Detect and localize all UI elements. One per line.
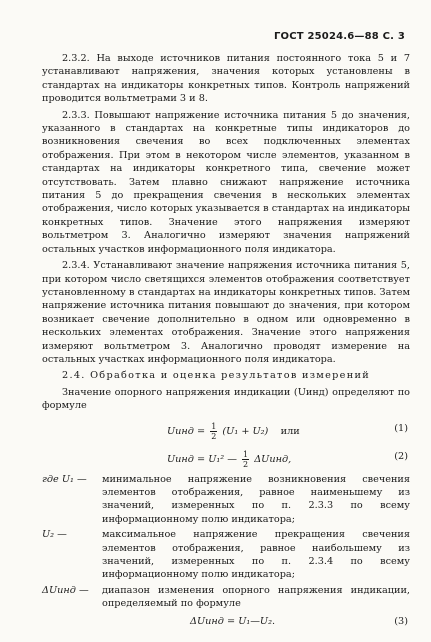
formula-1-number: (1): [394, 422, 408, 434]
definition-text: диапазон изменения опорного напряжения индикации, определяемый по формуле: [102, 584, 410, 610]
formula-2-lhs: Uинд = U₁² —: [167, 453, 237, 465]
formula-1-fraction: $\frac{1}{2}$: [211, 421, 217, 441]
body-text: [42, 52, 410, 631]
formula-1: [42, 416, 410, 442]
definitions-list: [42, 473, 410, 611]
definition-symbol: где U₁ —: [42, 473, 87, 485]
formula-2-fraction: $\frac{1}{2}$: [243, 449, 249, 469]
formula-3-expression: ΔUинд = U₁—U₂.: [190, 615, 276, 627]
definition-symbol: U₂ —: [42, 529, 67, 541]
definition-delta-u: [42, 584, 410, 611]
running-head: ГОСТ 25024.6—88 С. 3: [273, 31, 405, 42]
paragraph-intro: Значение опорного напряжения индикации (Uинд) определяют по формуле: [42, 386, 410, 412]
definition-text: минимальное напряжение возникновения свечения элементов отображения, равное наименьшему из значений, измеренных по п. 2.3.3 по всему информационному полю индикатора;: [102, 473, 410, 525]
formula-3-number: (3): [394, 615, 408, 627]
formula-1-rhs: (U₁ + U₂): [222, 425, 269, 437]
formula-2-rhs: ΔUинд,: [254, 453, 292, 465]
formula-2-number: (2): [394, 450, 408, 462]
paragraph-2-3-2: 2.3.2. На выходе источников питания постоянного тока 5 и 7 устанавливают напряжения, значения которых установлены в стандартах на индикаторы конкретных типов. Контроль напряжений проводится вольтметрами 3 и 8.: [42, 53, 410, 105]
formula-1-or: или: [280, 425, 300, 437]
formula-2: [42, 444, 410, 470]
definition-u2: [42, 528, 410, 582]
formula-1-lhs: Uинд =: [167, 425, 206, 437]
paragraph-2-3-4: 2.3.4. Устанавливают значение напряжения источника питания 5, при котором число светящихся элементов отображения соответствует установленному в стандартах на индикаторы конкретных типов. Затем напряжение источника питания повышают до значения, при котором возникает свечение дополнительно в одном или одновременно в нескольких элементах отображения. Значение этого напряжения измеряют вольтметром 3. Аналогично проводят измерение на остальных участках информационного поля индикатора.: [42, 260, 410, 365]
paragraph-2-3-3: 2.3.3. Повышают напряжение источника питания 5 до значения, указанного в стандартах на конкретные типы индикаторов до возникновения свечения во всех подключенных элементах отображения. При этом в некотором числе элементов, указанном в стандартах на индикаторы конкретного типа, свечение может отсутствовать. Затем плавно снижают напряжение источника питания 5 до прекращения свечения в нескольких элементах отображения, число которых указывается в стандартах на индикаторы конкретных типов. Значение этого напряжения измеряют вольтметром 3. Аналогично измеряют значения напряжений остальных участков информационного поля индикатора.: [42, 109, 410, 255]
definition-text: максимальное напряжение прекращения свечения элементов отображения, равное наибольшему из значений, измеренных по п. 2.3.4 по всему информационному полю индикатора;: [102, 529, 410, 581]
definition-u1: [42, 473, 410, 527]
formula-3: [42, 613, 410, 631]
definition-symbol: ΔUинд —: [42, 584, 89, 596]
section-heading-2-4: 2.4. Обработка и оценка результатов измерений: [62, 370, 370, 382]
